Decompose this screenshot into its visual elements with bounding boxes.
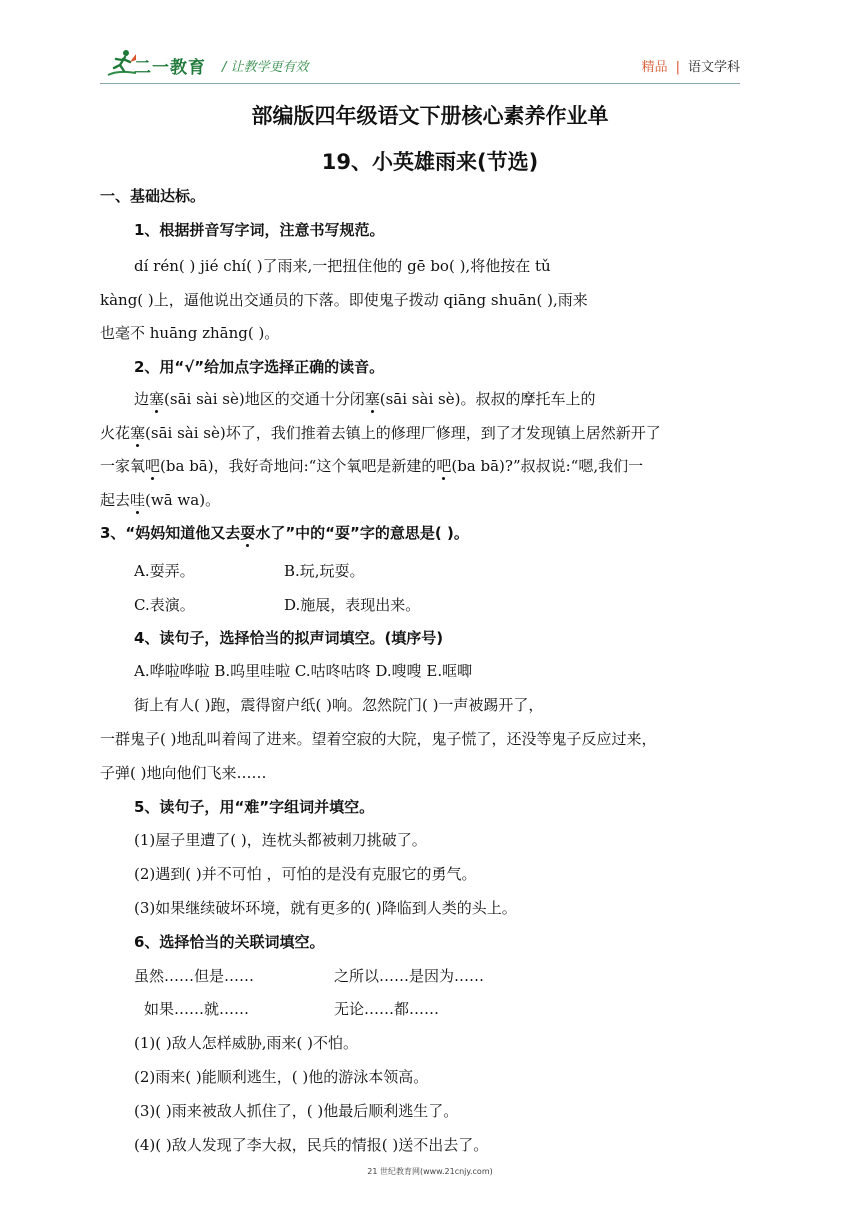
slogan: / 让教学更有效 <box>222 60 309 75</box>
page-subtitle: 19、小英雄雨来(节选) <box>321 150 539 174</box>
q2-line-4: 起去哇(wā wa)。 <box>100 491 221 509</box>
q6-word-3: 如果……就…… <box>144 1000 250 1018</box>
q6-word-2: 之所以……是因为…… <box>334 967 485 985</box>
page-title: 部编版四年级语文下册核心素养作业单 <box>251 104 609 128</box>
q6-line-2: (2)雨来( )能顺利逃生，( )他的游泳本领高。 <box>134 1068 429 1086</box>
q5-line-2: (2)遇到( )并不可怕 ，可怕的是没有克服它的勇气。 <box>134 865 477 883</box>
q4-title: 4、读句子，选择恰当的拟声词填空。(填序号) <box>134 629 444 647</box>
header-right <box>642 56 740 75</box>
q3-option-a: A.耍弄。 <box>134 562 195 580</box>
page-header <box>100 48 740 82</box>
q6-word-4: 无论……都…… <box>334 1000 440 1018</box>
q2-title: 2、用“√”给加点字选择正确的读音。 <box>134 358 385 376</box>
premium-label: 精品 <box>641 60 668 75</box>
q1-line-1: dí rén( ) jié chí( )了雨来,一把扭住他的 gē bo( ),将他按在 tǔ <box>134 257 551 275</box>
q3-title: 3、“妈妈知道他又去耍水了”中的“耍”字的意思是( )。 <box>100 524 469 542</box>
q5-line-3: (3)如果继续破坏环境，就有更多的( )降临到人类的头上。 <box>134 899 517 917</box>
header-rule <box>100 83 740 84</box>
q4-options: A.哗啦哗啦 B.呜里哇啦 C.咕咚咕咚 D.嗖嗖 E.哐唧 <box>134 662 473 680</box>
q3-option-d: D.施展，表现出来。 <box>284 596 421 614</box>
q2-line-1: 边塞(sāi sài sè)地区的交通十分闭塞(sāi sài sè)。叔叔的摩托车上的 <box>134 390 596 408</box>
q6-word-1: 虽然……但是…… <box>134 967 255 985</box>
q6-line-3: (3)( )雨来被敌人抓住了，( )他最后顺利逃生了。 <box>134 1102 459 1120</box>
header-divider: | <box>675 60 680 75</box>
page-footer: 21 世纪教育网(www.21cnjy.com) <box>367 1167 493 1176</box>
q4-line-2: 一群鬼子( )地乱叫着闯了进来。望着空寂的大院，鬼子慌了，还没等鬼子反应过来， <box>100 730 657 748</box>
q4-line-1: 街上有人( )跑，震得窗户纸( )响。忽然院门( )一声被踢开了， <box>134 696 544 714</box>
logo-text: 二一教育 <box>134 58 206 78</box>
q5-title: 5、读句子，用“难”字组词并填空。 <box>134 798 375 816</box>
q6-line-4: (4)( )敌人发现了李大叔，民兵的情报( )送不出去了。 <box>134 1136 489 1154</box>
q3-option-c: C.表演。 <box>134 596 195 614</box>
q4-line-3: 子弹( )地向他们飞来…… <box>100 764 267 782</box>
q6-title: 6、选择恰当的关联词填空。 <box>134 933 325 951</box>
q2-line-2: 火花塞(sāi sài sè)坏了，我们推着去镇上的修理厂修理，到了才发现镇上居然新开了 <box>100 424 661 442</box>
q1-line-2: kàng( )上，逼他说出交通员的下落。即使鬼子拨动 qiāng shuān( ),雨来 <box>100 291 588 309</box>
q6-line-1: (1)( )敌人怎样威胁,雨来( )不怕。 <box>134 1034 358 1052</box>
q2-line-3: 一家氧吧(ba bā)，我好奇地问:“这个氧吧是新建的吧(ba bā)?”叔叔说:“嗯,我们一 <box>100 457 644 475</box>
q1-line-3: 也毫不 huāng zhāng( )。 <box>100 324 280 342</box>
q3-option-b: B.玩,玩耍。 <box>284 562 365 580</box>
section-heading: 一、基础达标。 <box>100 187 206 205</box>
q5-line-1: (1)屋子里遭了( )，连枕头都被刺刀挑破了。 <box>134 831 427 849</box>
subject-label: 语文学科 <box>687 60 740 75</box>
q1-title: 1、根据拼音写字词，注意书写规范。 <box>134 221 385 239</box>
